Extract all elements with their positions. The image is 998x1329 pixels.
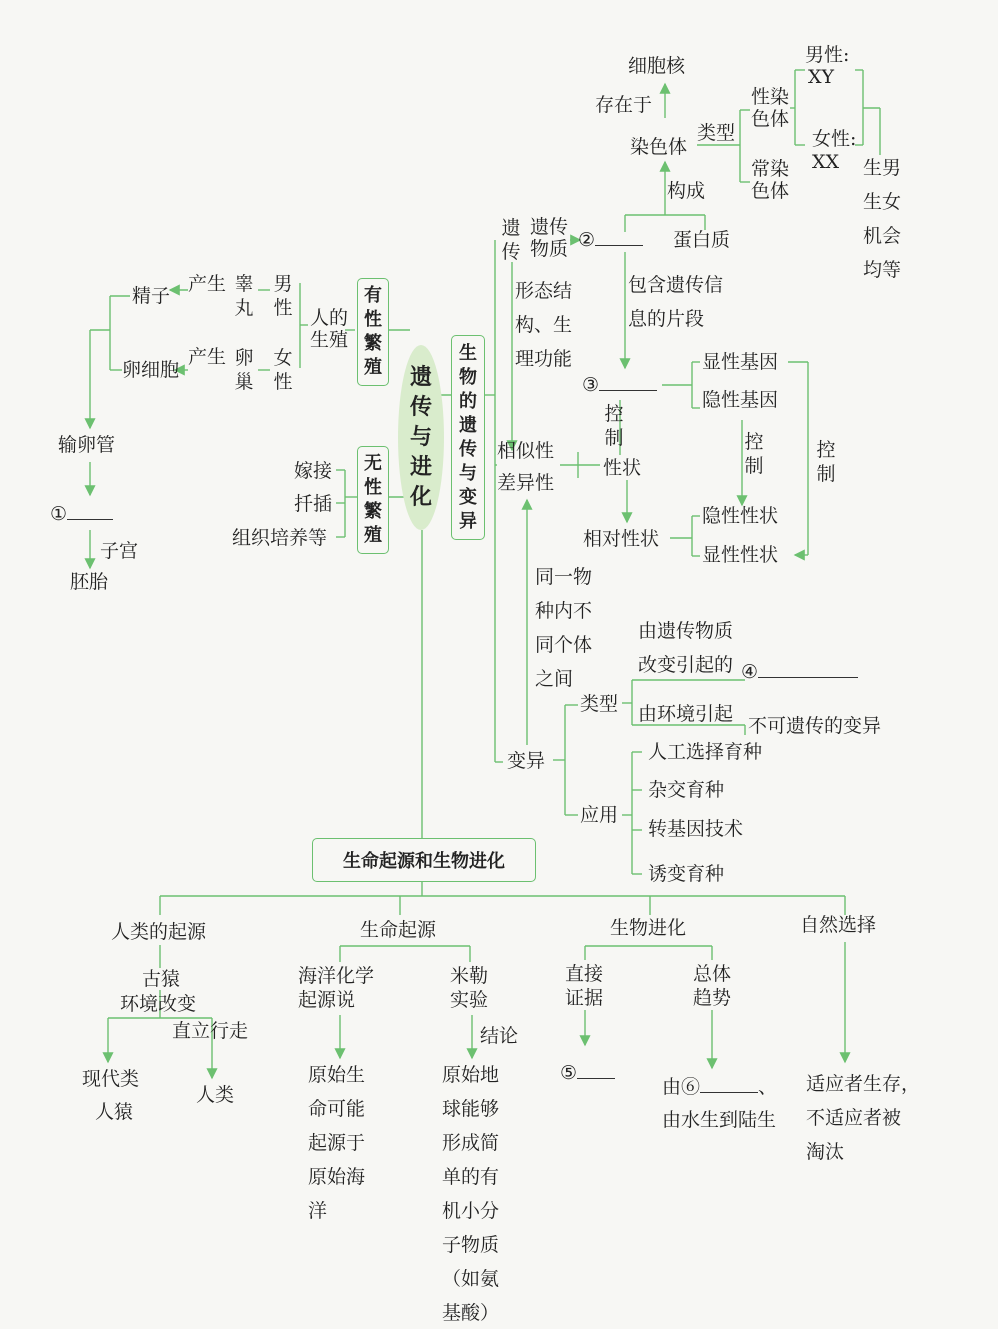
trait-label: 性状 — [603, 457, 642, 479]
miller-line-2: 实验 — [450, 989, 489, 1011]
ancient-ape-label: 古猿 — [142, 968, 181, 990]
asexual-item-grafting: 嫁接 — [294, 460, 333, 482]
human-origin-label: 人类的起源 — [111, 921, 207, 943]
env-cause-label: 由环境引起 — [638, 703, 734, 725]
miller-result-8: 基酸） — [442, 1302, 500, 1324]
within-line-3: 同个体 — [535, 634, 593, 656]
heredity-label: 遗传 — [501, 217, 521, 263]
miller-result-5: 机小分 — [442, 1200, 500, 1222]
center-topic: 遗传与进化 — [398, 345, 444, 530]
produce-label-1: 产生 — [188, 273, 227, 295]
ocean-result-3: 起源于 — [308, 1132, 366, 1154]
compose-label: 构成 — [667, 180, 706, 202]
form-line-3: 理功能 — [515, 348, 573, 370]
trend-line-2: 趋势 — [693, 987, 732, 1009]
human-reproduction-label: 人的生殖 — [309, 307, 348, 351]
sexual-reproduction-box: 有性繁殖 — [357, 278, 389, 386]
life-origin-label: 生命起源 — [360, 919, 437, 941]
genetic-cause-line-2: 改变引起的 — [638, 654, 734, 676]
app-artificial-selection: 人工选择育种 — [648, 741, 763, 763]
asexual-item-cutting: 扦插 — [294, 493, 333, 515]
conclusion-label: 结论 — [480, 1025, 519, 1047]
ocean-result-5: 洋 — [308, 1200, 328, 1222]
miller-result-4: 单的有 — [442, 1166, 500, 1188]
sex-chromosome-label: 性染色体 — [750, 86, 789, 130]
protein-label: 蛋白质 — [673, 229, 731, 251]
equal-chance-1: 生男 — [863, 157, 902, 179]
human-label: 人类 — [196, 1084, 235, 1106]
within-line-4: 之间 — [535, 668, 574, 690]
recessive-gene-label: 隐性基因 — [702, 389, 779, 411]
exist-in-label: 存在于 — [595, 94, 653, 116]
embryo-label: 胚胎 — [70, 571, 109, 593]
trend-line-1: 总体 — [693, 963, 732, 985]
miller-result-6: 子物质 — [442, 1234, 500, 1256]
miller-result-2: 球能够 — [442, 1098, 500, 1120]
equal-chance-2: 生女 — [863, 191, 902, 213]
blank-4: ④ — [741, 661, 858, 683]
asexual-item-tissue-culture: 组织培养等 — [232, 527, 328, 549]
ovary-label: 卵巢 — [234, 347, 254, 393]
form-line-1: 形态结 — [515, 280, 573, 302]
egg-cell-label: 卵细胞 — [122, 359, 180, 381]
miller-result-7: （如氨 — [442, 1268, 500, 1290]
gene-def-line-2: 息的片段 — [628, 308, 705, 330]
blank-3: ③ — [582, 374, 657, 396]
genetic-cause-line-1: 由遗传物质 — [638, 620, 734, 642]
ns-result-1: 适应者生存， — [806, 1073, 921, 1095]
produce-label-2: 产生 — [188, 346, 227, 368]
app-mutation-breeding: 诱变育种 — [648, 863, 725, 885]
dominant-gene-label: 显性基因 — [702, 351, 779, 373]
ocean-result-1: 原始生 — [308, 1064, 366, 1086]
equal-chance-3: 机会 — [863, 225, 902, 247]
environment-change-label: 环境改变 — [120, 993, 197, 1015]
application-label: 应用 — [580, 804, 619, 826]
ocean-result-4: 原始海 — [308, 1166, 366, 1188]
app-hybrid-breeding: 杂交育种 — [648, 779, 725, 801]
control-label-1: 控制 — [604, 403, 624, 449]
difference-label: 差异性 — [497, 472, 555, 494]
heredity-variation-box: 生物的遗传与变异 — [451, 335, 485, 540]
blank-2: ② — [578, 229, 643, 251]
relative-trait-label: 相对性状 — [583, 528, 660, 550]
direct-evidence-line-2: 证据 — [565, 987, 604, 1009]
within-line-2: 种内不 — [535, 600, 593, 622]
female-xx-value: XX — [812, 151, 840, 173]
modern-ape-line-2: 人猿 — [95, 1101, 134, 1123]
non-heritable-label: 不可遗传的变异 — [748, 715, 882, 737]
autosome-label: 常染色体 — [750, 158, 789, 202]
blank-5: ⑤ — [560, 1062, 615, 1084]
gene-def-line-1: 包含遗传信 — [628, 274, 724, 296]
testis-label: 睾丸 — [234, 273, 254, 319]
upright-walking-label: 直立行走 — [172, 1020, 249, 1042]
form-line-2: 构、生 — [515, 314, 573, 336]
similarity-label: 相似性 — [497, 440, 555, 462]
natural-selection-label: 自然选择 — [800, 914, 877, 936]
blank-6: 由⑥ 、 — [662, 1076, 778, 1098]
dominant-trait-label: 显性性状 — [702, 544, 779, 566]
control-label-3: 控制 — [816, 439, 836, 485]
ns-result-2: 不适应者被 — [806, 1107, 902, 1129]
recessive-trait-label: 隐性性状 — [702, 505, 779, 527]
oviduct-label: 输卵管 — [58, 434, 116, 456]
female-xx-label: 女性: — [812, 128, 857, 150]
male-xy-value: XY — [808, 66, 835, 88]
male-xy-label: 男性: — [805, 44, 850, 66]
variation-label: 变异 — [507, 750, 546, 772]
ocean-result-2: 命可能 — [308, 1098, 366, 1120]
equal-chance-4: 均等 — [863, 259, 902, 281]
control-label-2: 控制 — [744, 431, 764, 477]
bio-evolution-label: 生物进化 — [610, 917, 687, 939]
uterus-label: 子宫 — [100, 540, 139, 562]
genetic-material-label: 遗传物质 — [529, 216, 568, 260]
chromosome-type-label: 类型 — [697, 122, 736, 144]
ns-result-3: 淘汰 — [806, 1141, 845, 1163]
male-label: 男性 — [273, 273, 293, 319]
miller-result-1: 原始地 — [442, 1064, 500, 1086]
direct-evidence-line-1: 直接 — [565, 963, 604, 985]
ocean-theory-line-2: 起源说 — [298, 989, 356, 1011]
chromosome-label: 染色体 — [630, 136, 688, 158]
ocean-theory-line-1: 海洋化学 — [298, 965, 375, 987]
origin-evolution-box: 生命起源和生物进化 — [312, 838, 536, 882]
trend-aquatic-to-land: 由水生到陆生 — [662, 1109, 777, 1131]
nucleus-label: 细胞核 — [628, 55, 686, 77]
app-transgenic: 转基因技术 — [648, 818, 744, 840]
miller-line-1: 米勒 — [450, 965, 489, 987]
sperm-label: 精子 — [132, 285, 171, 307]
variation-type-label: 类型 — [580, 693, 619, 715]
modern-ape-line-1: 现代类 — [82, 1068, 140, 1090]
female-label: 女性 — [273, 347, 293, 393]
miller-result-3: 形成简 — [442, 1132, 500, 1154]
blank-1: ① — [50, 503, 113, 525]
asexual-reproduction-box: 无性繁殖 — [357, 446, 389, 554]
within-line-1: 同一物 — [535, 566, 593, 588]
